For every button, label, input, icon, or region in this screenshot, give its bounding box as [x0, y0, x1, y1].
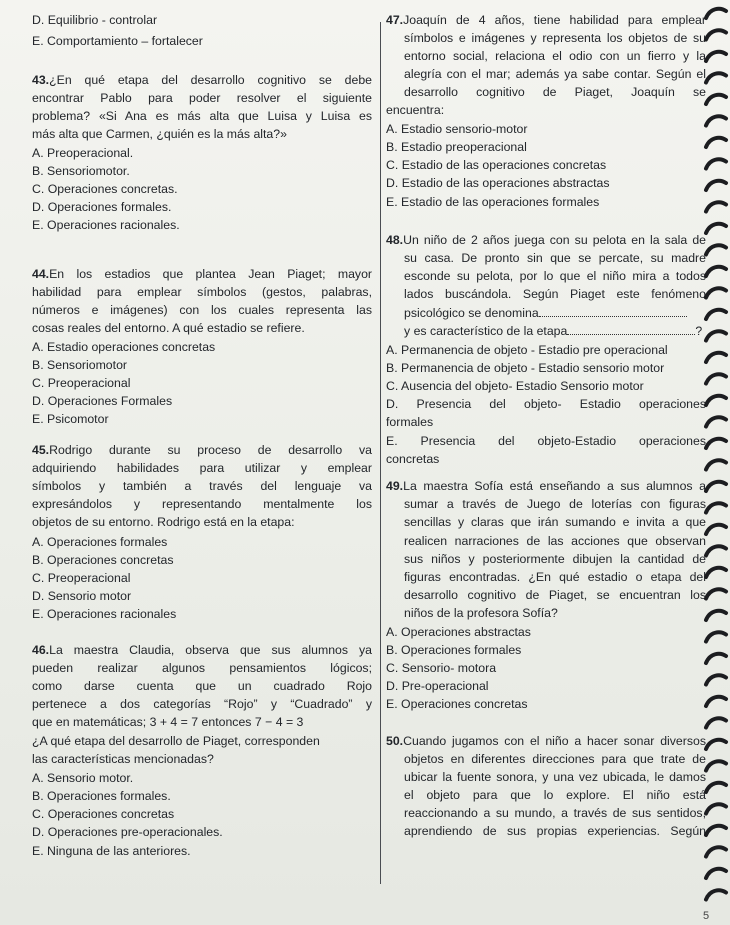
- right-line-36: E. Operaciones concretas: [386, 697, 528, 711]
- left-line-22: símbolos y también a través del lenguaje va: [32, 479, 372, 493]
- right-line-32: A. Operaciones abstractas: [386, 625, 531, 639]
- left-line-32: como darse cuenta que un cuadrado Rojo: [32, 679, 372, 693]
- spiral-binding-icon: [702, 0, 730, 925]
- left-line-10: E. Operaciones racionales.: [32, 218, 180, 232]
- left-line-24: objetos de su entorno. Rodrigo está en la etapa:: [32, 515, 295, 529]
- right-line-35: D. Pre-operacional: [386, 679, 489, 693]
- left-line-2: 43.¿En qué etapa del desarrollo cognitivo se debe: [32, 73, 372, 87]
- right-line-41: reaccionando a su mundo, a través de sus sentidos,: [404, 806, 706, 820]
- left-line-39: C. Operaciones concretas: [32, 807, 175, 821]
- right-line-14: lados buscándola. Según Piaget este fenómeno: [404, 287, 706, 301]
- right-line-39: ubicar la fuente sonora, y una vez ubicada, le damos: [404, 770, 706, 784]
- right-line-18: B. Permanencia de objeto - Estadio sensorio motor: [386, 361, 665, 375]
- left-line-34: que en matemáticas; 3 + 4 = 7 entonces 7 − 4 = 3: [32, 715, 304, 729]
- left-line-40: D. Operaciones pre-operacionales.: [32, 825, 223, 839]
- right-line-42: aprendiendo de sus propias experiencias. Según: [404, 824, 706, 838]
- right-line-9: D. Estadio de las operaciones abstractas: [386, 176, 610, 190]
- left-line-4: problema? «Si Ana es más alta que Luisa y Luisa es: [32, 109, 372, 123]
- right-line-16: y es característico de la etapa ?: [404, 324, 703, 338]
- left-line-1: E. Comportamiento – fortalecer: [32, 34, 203, 48]
- left-line-20: 45.Rodrigo durante su proceso de desarrollo va: [32, 443, 372, 457]
- right-line-27: realicen narraciones de las acciones que observan: [404, 534, 706, 548]
- right-line-15: psicológico se denomina: [404, 305, 706, 322]
- right-line-30: desarrollo cognitivo de Piaget, se encuentran los: [404, 588, 706, 602]
- right-line-3: alegría con el mar; además ya sabe contar. Según el: [404, 67, 706, 81]
- left-line-8: C. Operaciones concretas.: [32, 182, 178, 196]
- left-line-38: B. Operaciones formales.: [32, 789, 171, 803]
- right-line-20: D. Presencia del objeto- Estadio operaciones: [386, 397, 706, 411]
- page-number: 5: [703, 910, 710, 922]
- column-divider: [380, 22, 381, 884]
- answer-blank[interactable]: [539, 306, 687, 317]
- right-line-10: E. Estadio de las operaciones formales: [386, 195, 600, 209]
- right-line-17: A. Permanencia de objeto - Estadio pre operacional: [386, 343, 668, 357]
- left-line-27: C. Preoperacional: [32, 571, 131, 585]
- left-line-15: A. Estadio operaciones concretas: [32, 340, 216, 354]
- left-line-13: números e imágenes) con los cuales representa las: [32, 303, 372, 317]
- right-line-37: 50.Cuando jugamos con el niño a hacer sonar diversos: [386, 734, 706, 748]
- right-line-7: B. Estadio preoperacional: [386, 140, 527, 154]
- right-line-1: símbolos e imágenes y representa los objetos de su: [404, 31, 706, 45]
- right-line-21: formales: [386, 415, 434, 429]
- right-line-24: 49.La maestra Sofía está enseñando a sus alumnos a: [386, 479, 706, 493]
- left-line-0: D. Equilibrio - controlar: [32, 13, 158, 27]
- right-line-4: desarrollo cognitivo de Piaget, Joaquín se: [404, 85, 706, 99]
- left-line-23: expresándolos y representando mentalmente los: [32, 497, 372, 511]
- left-line-37: A. Sensorio motor.: [32, 771, 134, 785]
- right-line-19: C. Ausencia del objeto- Estadio Sensorio motor: [386, 379, 644, 393]
- right-line-29: figuras encontradas. ¿En qué estadio o etapa del: [404, 570, 706, 584]
- left-line-11: 44.En los estadios que plantea Jean Piaget; mayor: [32, 267, 372, 281]
- left-line-36: las características mencionadas?: [32, 752, 214, 766]
- left-line-16: B. Sensoriomotor: [32, 358, 128, 372]
- left-line-3: encontrar Pablo para poder resolver el siguiente: [32, 91, 372, 105]
- left-line-17: C. Preoperacional: [32, 376, 131, 390]
- left-line-5: más alta que Carmen, ¿quién es la más alta?»: [32, 127, 287, 141]
- left-line-19: E. Psicomotor: [32, 412, 109, 426]
- right-line-31: niños de la profesora Sofía?: [404, 606, 558, 620]
- blank-suffix: ?: [695, 324, 703, 338]
- right-line-34: C. Sensorio- motora: [386, 661, 497, 675]
- left-line-29: E. Operaciones racionales: [32, 607, 177, 621]
- left-line-7: B. Sensoriomotor.: [32, 164, 130, 178]
- left-line-12: habilidad para emplear símbolos (gestos, palabras,: [32, 285, 372, 299]
- left-line-21: adquiriendo habilidades para utilizar y emplear: [32, 461, 372, 475]
- right-line-12: su casa. De pronto sin que se percate, su madre: [404, 251, 706, 265]
- right-line-2: entorno social, relaciona el odio con un fierro y la: [404, 49, 706, 63]
- answer-blank[interactable]: [567, 324, 695, 335]
- left-line-14: cosas reales del entorno. A qué estadio se refiere.: [32, 321, 305, 335]
- left-line-9: D. Operaciones formales.: [32, 200, 172, 214]
- left-line-35: ¿A qué etapa del desarrollo de Piaget, corresponden: [32, 734, 320, 748]
- left-line-30: 46.La maestra Claudia, observa que sus alumnos ya: [32, 643, 372, 657]
- left-line-28: D. Sensorio motor: [32, 589, 132, 603]
- right-line-13: esconde su pelota, por lo que el niño mira a todos: [404, 269, 706, 283]
- left-line-25: A. Operaciones formales: [32, 535, 168, 549]
- left-line-41: E. Ninguna de las anteriores.: [32, 844, 191, 858]
- right-line-40: el objeto para que lo explore. El niño está: [404, 788, 706, 802]
- right-line-38: objetos en diferentes direcciones para que trate de: [404, 752, 706, 766]
- left-line-26: B. Operaciones concretas: [32, 553, 174, 567]
- left-line-31: pueden realizar algunos pensamientos lógicos;: [32, 661, 372, 675]
- right-line-22: E. Presencia del objeto-Estadio operaciones: [386, 434, 706, 448]
- left-line-33: pertenece a dos categorías “Rojo” y “Cuadrado” y: [32, 697, 372, 711]
- right-line-5: encuentra:: [386, 103, 445, 117]
- right-line-0: 47.Joaquín de 4 años, tiene habilidad para emplear: [386, 13, 706, 27]
- right-line-25: sumar a través de Juego de loterías con figuras: [404, 497, 706, 511]
- right-line-8: C. Estadio de las operaciones concretas: [386, 158, 607, 172]
- right-line-6: A. Estadio sensorio-motor: [386, 122, 528, 136]
- right-line-23: concretas: [386, 452, 440, 466]
- right-line-26: sencillas y claras que irán sumando e invita a que: [404, 515, 706, 529]
- right-line-11: 48.Un niño de 2 años juega con su pelota en la sala de: [386, 233, 706, 247]
- left-line-6: A. Preoperacional.: [32, 146, 134, 160]
- left-line-18: D. Operaciones Formales: [32, 394, 173, 408]
- right-line-28: sus niños y posteriormente dibujen la cantidad de: [404, 552, 706, 566]
- right-line-33: B. Operaciones formales: [386, 643, 522, 657]
